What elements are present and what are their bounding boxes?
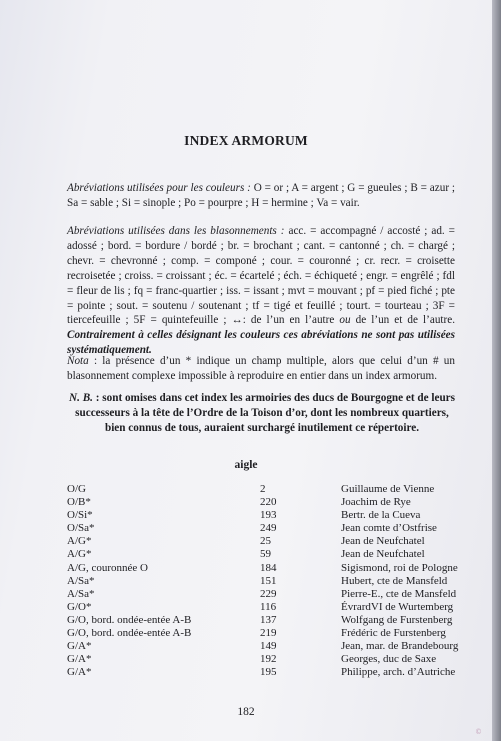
entry-number: 25 bbox=[260, 535, 271, 548]
entry-blazon: G/A* bbox=[67, 666, 92, 679]
entry-name: Georges, duc de Saxe bbox=[341, 653, 437, 666]
entry-name: Bertr. de la Cueva bbox=[341, 509, 421, 522]
entry-number: 2 bbox=[260, 483, 266, 495]
entry-name: Joachim de Rye bbox=[341, 496, 411, 509]
blazon-emphasis: Contrairement à celles désignant les couleurs ces abréviations ne sont pas utilisées systématiquement. bbox=[67, 329, 455, 357]
entry-name: Frédéric de Furstenberg bbox=[341, 627, 446, 640]
entry-number: 192 bbox=[260, 653, 277, 666]
entry-blazon: G/A* bbox=[67, 640, 92, 653]
entry-blazon: G/O, bord. ondée-entée A-B bbox=[67, 613, 192, 626]
nb-label: N. B. bbox=[69, 392, 93, 404]
index-entry bbox=[0, 627, 492, 640]
entry-blazon: G/O, bord. ondée-entée A-B bbox=[67, 627, 192, 640]
index-entry bbox=[0, 522, 492, 535]
entry-blazon: A/Sa* bbox=[67, 574, 95, 587]
index-entry bbox=[0, 509, 492, 522]
entry-name: Jean de Neufchatel bbox=[341, 535, 425, 548]
nb-paragraph bbox=[67, 391, 457, 436]
page-number: 182 bbox=[237, 706, 255, 718]
entry-number: 149 bbox=[260, 640, 277, 653]
entry-blazon: A/G* bbox=[67, 548, 92, 561]
page-edge bbox=[492, 0, 501, 741]
entry-number: 184 bbox=[260, 561, 277, 574]
colours-text: O = or ; A = argent ; G = gueules ; B = azur ; Sa = sable ; Si = sinople ; Po = pourpre ; H = hermine ; Va = vair. bbox=[67, 182, 455, 209]
entry-blazon: O/B* bbox=[67, 496, 91, 509]
entry-blazon: A/Sa* bbox=[67, 587, 95, 600]
entry-blazon: A/G, couronnée O bbox=[67, 561, 148, 574]
entry-blazon: A/G* bbox=[67, 535, 92, 548]
nb-text: : sont omises dans cet index les armoiries des ducs de Bourgogne et de leurs successeurs à la tête de l’Ordre de la Toison d’or, dont les nombreux quartiers, bien connus de tous, auraient surchargé inutilement ce répertoire. bbox=[75, 392, 455, 434]
entry-number: 229 bbox=[260, 587, 277, 600]
entry-blazon: O/Si* bbox=[67, 509, 93, 522]
entry-blazon: O/Sa* bbox=[67, 522, 95, 535]
entry-number: 137 bbox=[260, 613, 277, 626]
index-entry bbox=[0, 496, 492, 509]
colours-label: Abréviations utilisées pour les couleurs : bbox=[67, 182, 251, 194]
entry-name: Guillaume de Vienne bbox=[341, 483, 435, 495]
entry-number: 193 bbox=[260, 509, 277, 522]
entry-number: 219 bbox=[260, 627, 277, 640]
section-heading: aigle bbox=[234, 459, 258, 471]
index-entry bbox=[0, 575, 492, 588]
index-entry bbox=[0, 614, 492, 627]
entry-number: 220 bbox=[260, 496, 277, 509]
index-entry bbox=[0, 640, 492, 653]
index-entry bbox=[0, 666, 492, 679]
index-entry bbox=[0, 483, 492, 496]
page-title: INDEX ARMORUM bbox=[184, 133, 308, 148]
entry-name: ÉvrardVI de Wurtemberg bbox=[341, 600, 454, 613]
colours-abbreviations-paragraph bbox=[67, 181, 455, 211]
blazon-text-ou: ou bbox=[339, 314, 351, 327]
blazon-text-b: de l’un et de l’autre. bbox=[350, 314, 456, 327]
entry-number: 116 bbox=[260, 600, 277, 613]
entry-name: Pierre-E., cte de Mansfeld bbox=[341, 587, 457, 600]
index-entry bbox=[0, 588, 492, 601]
index-entry bbox=[0, 601, 492, 614]
index-entry bbox=[0, 653, 492, 666]
entry-blazon: G/O* bbox=[67, 600, 92, 613]
nota-paragraph bbox=[67, 354, 455, 384]
nota-label: Nota bbox=[67, 355, 89, 367]
entry-name: Sigismond, roi de Pologne bbox=[341, 561, 458, 574]
entry-number: 59 bbox=[260, 548, 271, 561]
blazon-text-a: acc. = accompagné / accosté ; ad. = adossé ; bord. = bordure / bordé ; br. = brochant ; cant. = cantonné ; ch. = chargé ; chevr. = chevronné ; comp. = componé ; cour. = couronné ; cr. recr. = croisette recroisetée ; croiss. = croissant ; éc. = écartelé ; éch. = échiqueté ; engr. = engrêlé ; fdl = fleur de lis ; fq = franc-quartier ; iss. = issant ; mvt = mouvant ; pf = pied fiché ; pte = pointe ; sout. = soutenu / soutenant ; tf = tigé et feuillé ; tourt. = tourteau ; 3F = tiercefeuille ; 5F = quintefeuille ; ↔: de l’un en l’autre bbox=[67, 225, 455, 327]
nota-text: : la présence d’un * indique un champ multiple, alors que celui d’un # un blasonnement complexe impossible à reproduire en entier dans un index armorum. bbox=[67, 355, 455, 382]
entry-name: Hubert, cte de Mansfeld bbox=[341, 574, 448, 587]
entry-name: Wolfgang de Furstenberg bbox=[341, 613, 453, 626]
index-entry bbox=[0, 562, 492, 575]
entry-number: 249 bbox=[260, 522, 277, 535]
entry-blazon: O/G bbox=[67, 483, 86, 495]
watermark: © bbox=[475, 728, 482, 736]
entry-number: 195 bbox=[260, 666, 277, 679]
index-entries bbox=[0, 483, 492, 679]
blazon-abbreviations-paragraph bbox=[67, 224, 455, 358]
entry-name: Jean, mar. de Brandebourg bbox=[341, 640, 459, 653]
entry-blazon: G/A* bbox=[67, 653, 92, 666]
index-entry bbox=[0, 535, 492, 548]
entry-name: Philippe, arch. d’Autriche bbox=[341, 666, 456, 679]
entry-name: Jean de Neufchatel bbox=[341, 548, 425, 561]
entry-name: Jean comte d’Ostfrise bbox=[341, 522, 437, 535]
index-entry bbox=[0, 548, 492, 561]
entry-number: 151 bbox=[260, 574, 277, 587]
blazon-label: Abréviations utilisées dans les blasonnements : bbox=[67, 225, 285, 237]
